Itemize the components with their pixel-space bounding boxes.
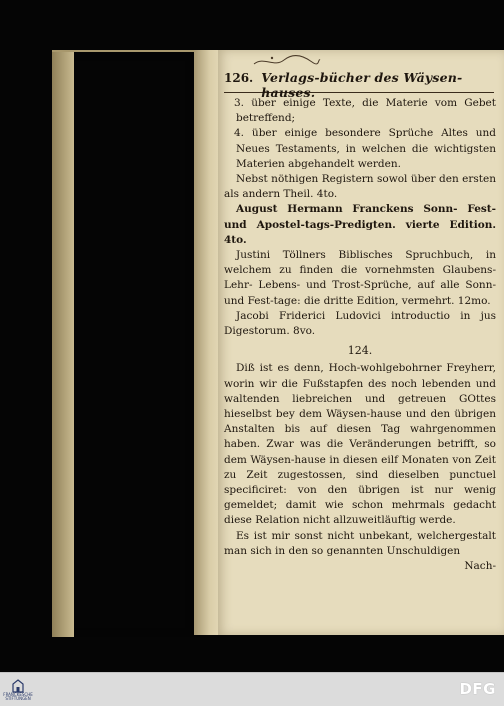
book-entry: Justini Töllners Biblisches Spruchbuch, in welchem zu finden die vornehmsten Glaubens- Lehr- Lebens- und Trost-Sprüche, auf alle Sonn- und Fest-tage: die dritte Edition, vermehrt. 12mo. (224, 249, 496, 307)
section-number: 124. (347, 344, 373, 358)
page-header (224, 70, 494, 100)
book-page (218, 50, 504, 635)
list-item: 4. über einige besondere Sprüche Altes und Neues Testaments, in welchen die wichtigsten Materien abgehandelt werden. (234, 127, 496, 170)
book-scan (52, 50, 504, 635)
page-body (224, 96, 496, 574)
paragraph: Diß ist es denn, Hoch-wohlgebohrner Freyherr, worin wir die Fußstapfen des noch lebenden und waltenden liebreichen und getreuen GOttes hieselbst bey dem Wäysen-hause und den übrigen Anstalten bis auf diesen Tag wahrgenommen haben. Zwar was die Veränderungen betrifft, so dem Wäysen-hause in diesen eilf Monaten von Zeit zu Zeit zugestossen, sind dieselben punctuel specificiret: von den übrigen ist nur wenig gemeldet; damit wie schon mehrmals gedacht diese Relation nicht allzuweitläuftig werde. (224, 362, 496, 527)
franckesche-stiftungen-logo[interactable] (4, 677, 32, 703)
flourish-ornament (252, 54, 322, 68)
dfg-logo[interactable]: DFG (459, 680, 496, 698)
book-page-edges (52, 50, 200, 637)
left-logo-caption: FRANCKESCHE STIFTUNGEN (3, 692, 33, 701)
book-entry: Jacobi Friderici Ludovici introductio in jus Digestorum. 8vo. (224, 309, 496, 338)
paragraph: Nebst nöthigen Registern sowol über den ersten als andern Theil. 4to. (224, 173, 496, 201)
book-gutter (194, 50, 220, 635)
catchword: Nach- (464, 560, 496, 573)
running-head: Verlags-bücher des Wäysen-hauses. (261, 70, 463, 100)
foundation-emblem-icon (11, 679, 25, 693)
book-entry: August Hermann Franckens Sonn- Fest- und Apostel-tags-Predigten. vierte Edition. 4to. (224, 203, 496, 246)
list-item: 3. über einige Texte, die Materie vom Gebet betreffend; (234, 97, 496, 125)
paragraph: Es ist mir sonst nicht unbekant, welchergestalt man sich in den so genannten Unschuldigen (224, 529, 496, 557)
footer-bar (0, 672, 504, 706)
page-number: 126. (224, 71, 254, 85)
